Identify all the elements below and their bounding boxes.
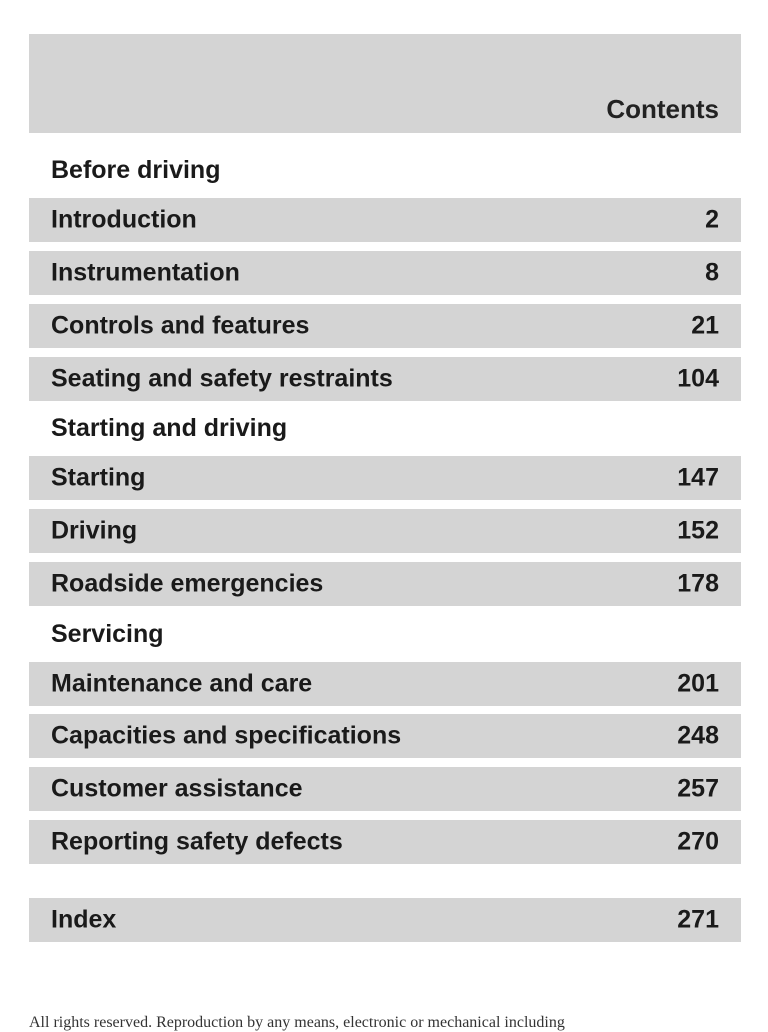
toc-entry-page: 178 (677, 569, 719, 598)
toc-entry-controls-and-features[interactable] (29, 304, 741, 348)
toc-entry-customer-assistance[interactable] (29, 767, 741, 811)
toc-entry-starting[interactable] (29, 456, 741, 500)
section-heading-servicing: Servicing (51, 620, 164, 648)
toc-entry-seating-and-safety-restraints[interactable] (29, 357, 741, 401)
toc-entry-page: 257 (677, 774, 719, 803)
toc-entry-label: Maintenance and care (51, 669, 313, 698)
toc-entry-instrumentation[interactable] (29, 251, 741, 295)
toc-entry-label: Starting (51, 463, 146, 492)
toc-entry-label: Reporting safety defects (51, 827, 343, 856)
toc-entry-page: 21 (691, 311, 719, 340)
toc-entry-roadside-emergencies[interactable] (29, 562, 741, 606)
toc-entry-introduction[interactable] (29, 198, 741, 242)
toc-entry-page: 271 (677, 905, 719, 934)
toc-entry-label: Instrumentation (51, 258, 240, 287)
toc-entry-page: 2 (705, 205, 719, 234)
toc-entry-label: Capacities and specifications (51, 721, 402, 750)
toc-entry-page: 201 (677, 669, 719, 698)
contents-header (29, 34, 741, 133)
toc-entry-label: Index (51, 905, 117, 934)
toc-entry-label: Seating and safety restraints (51, 364, 393, 393)
toc-entry-page: 270 (677, 827, 719, 856)
toc-entry-page: 147 (677, 463, 719, 492)
toc-entry-maintenance-and-care[interactable] (29, 662, 741, 706)
toc-entry-page: 248 (677, 721, 719, 750)
section-heading-starting-and-driving: Starting and driving (51, 414, 288, 442)
toc-entry-label: Driving (51, 516, 138, 545)
toc-entry-reporting-safety-defects[interactable] (29, 820, 741, 864)
toc-entry-page: 8 (705, 258, 719, 287)
section-heading-before-driving: Before driving (51, 156, 221, 184)
toc-entry-label: Controls and features (51, 311, 310, 340)
toc-entry-label: Roadside emergencies (51, 569, 324, 598)
copyright-notice: All rights reserved. Reproduction by any means, electronic or mechanical including (29, 1014, 565, 1031)
toc-entry-label: Introduction (51, 205, 197, 234)
toc-entry-page: 104 (677, 364, 719, 393)
toc-entry-index[interactable] (29, 898, 741, 942)
toc-entry-capacities-and-specifications[interactable] (29, 714, 741, 758)
page-title: Contents (606, 94, 719, 124)
toc-entry-label: Customer assistance (51, 774, 303, 803)
toc-entry-driving[interactable] (29, 509, 741, 553)
toc-entry-page: 152 (677, 516, 719, 545)
